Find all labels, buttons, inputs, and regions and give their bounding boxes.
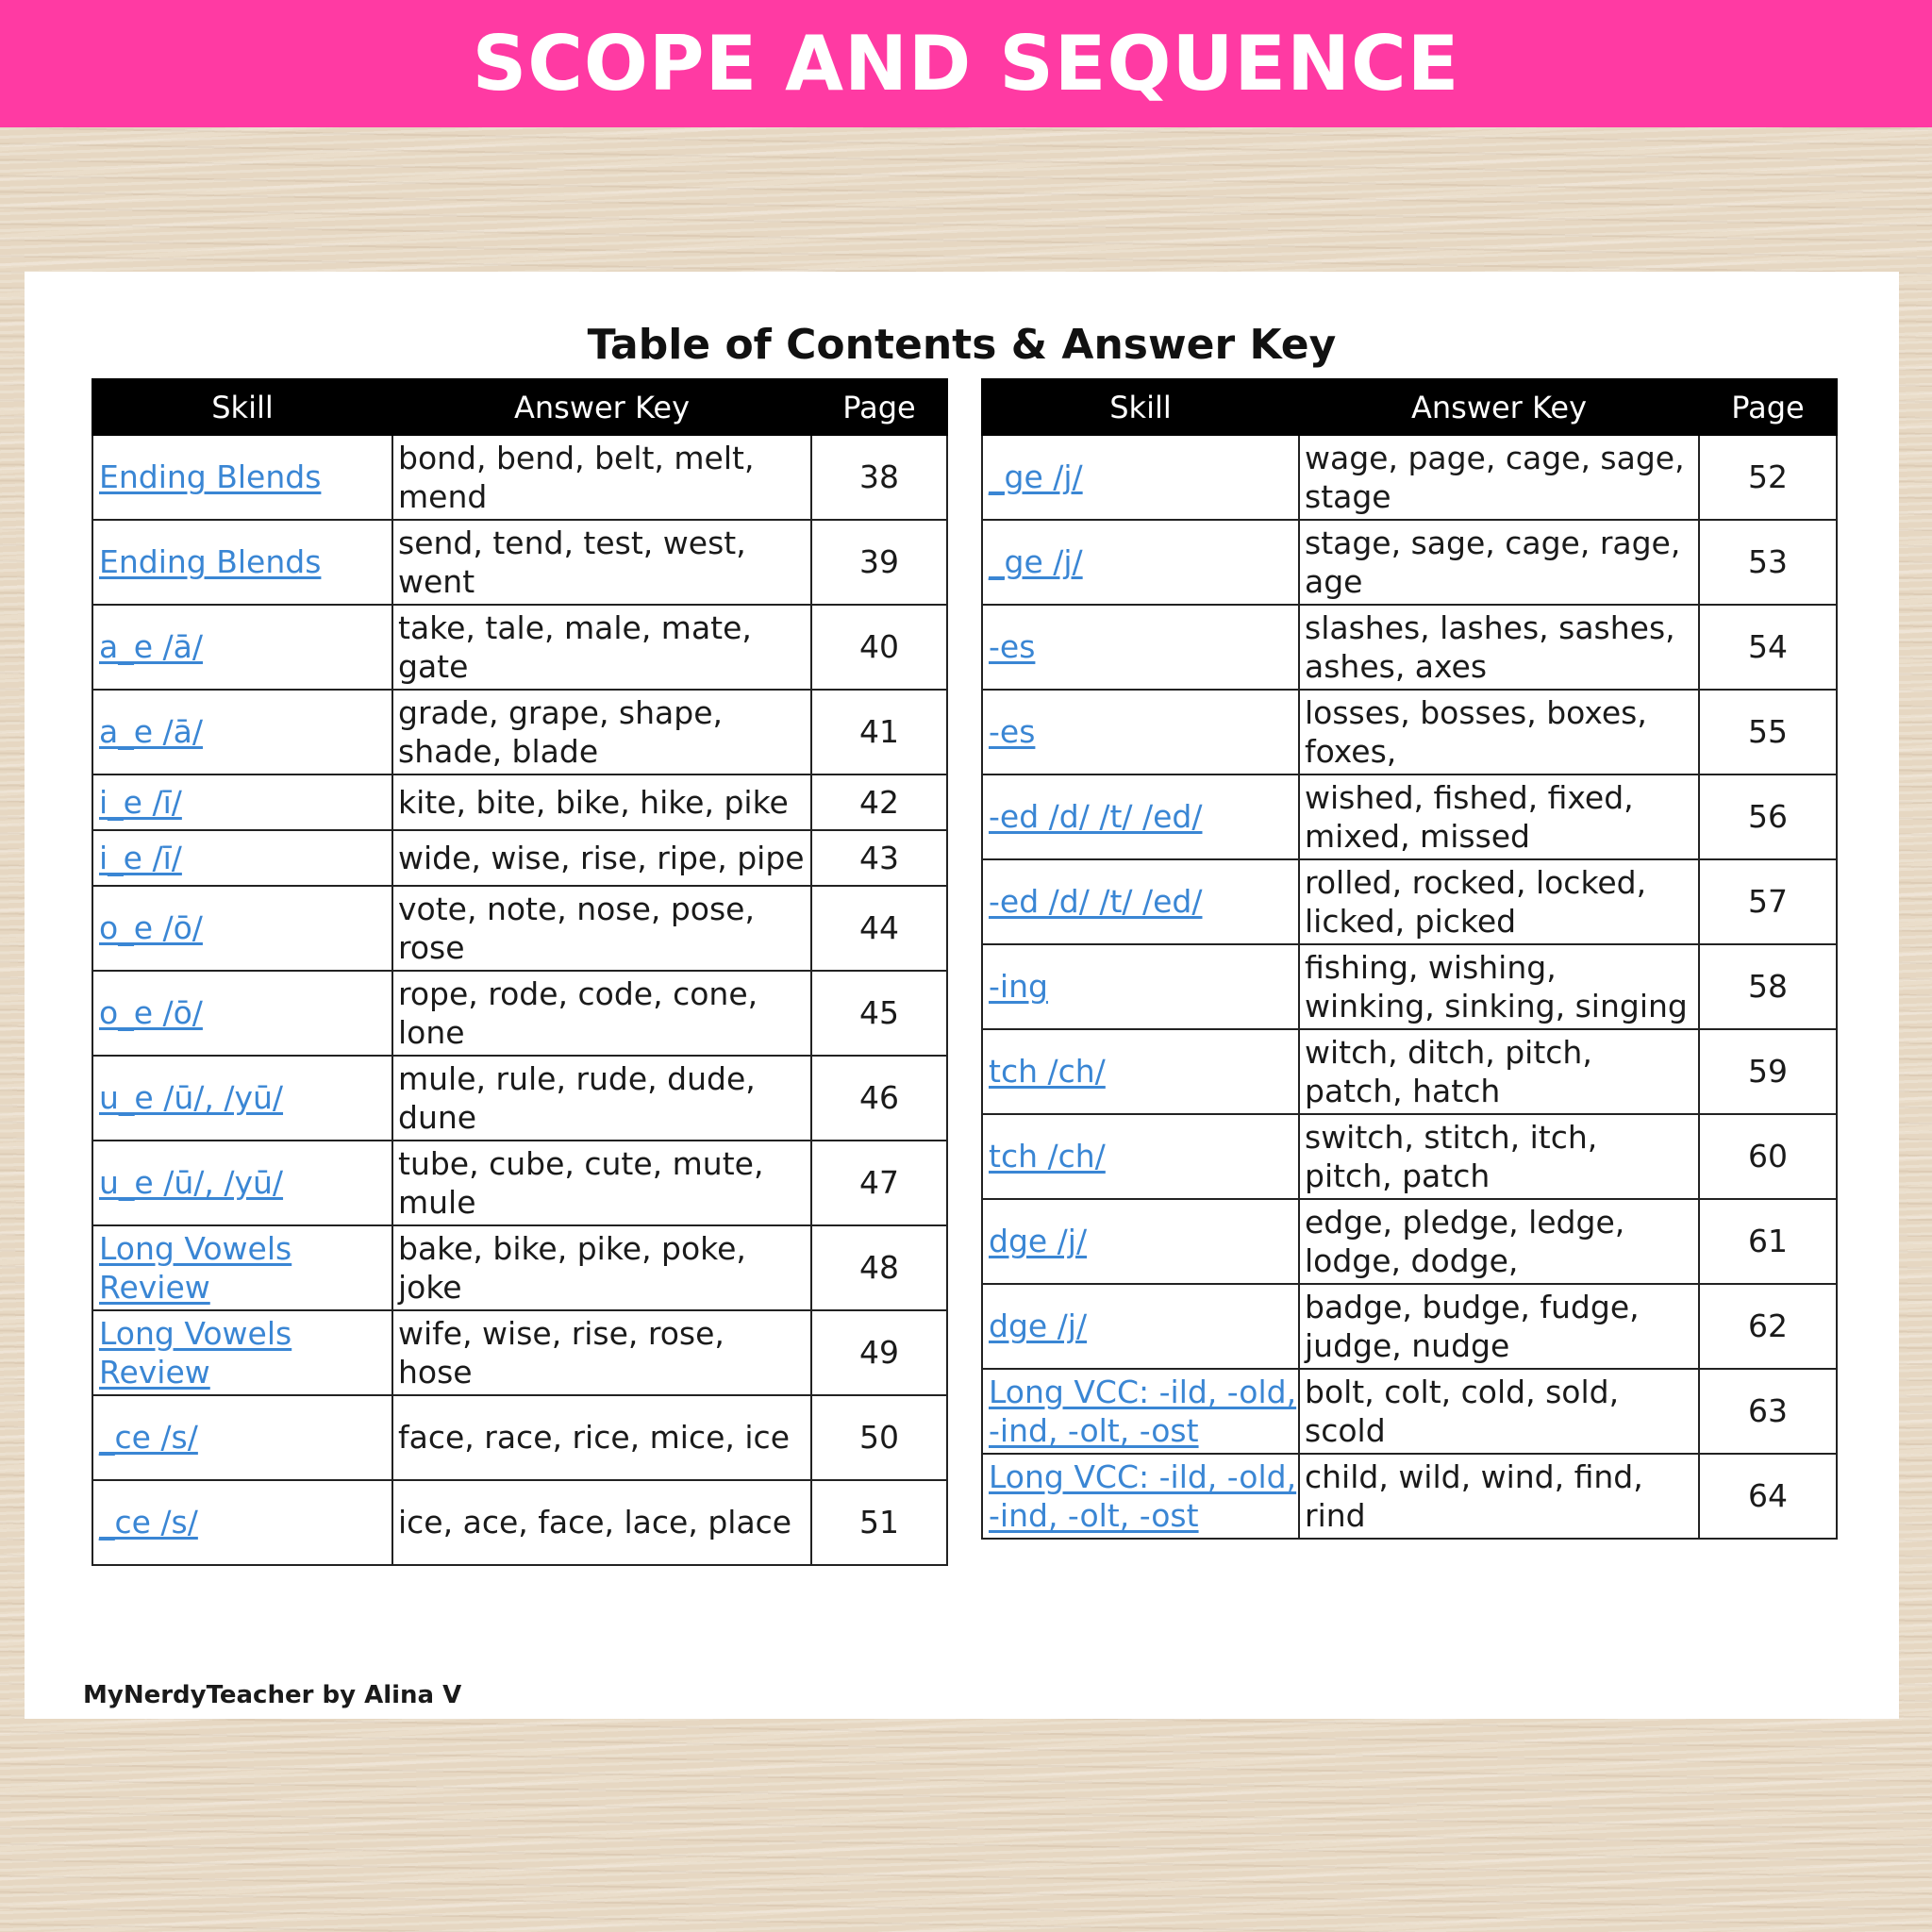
table-row [982, 1284, 1837, 1369]
skill-cell[interactable] [92, 1225, 392, 1310]
skill-cell[interactable] [92, 886, 392, 971]
answer-key-cell: mule, rule, rude, dude, dune [392, 1056, 811, 1141]
page-number-cell: 52 [1699, 435, 1837, 520]
skill-link[interactable]: Long VCC: -ild, -old, -ind, -olt, -ost [989, 1457, 1297, 1534]
page-number-cell: 44 [811, 886, 947, 971]
table-row [92, 1395, 947, 1480]
skill-link[interactable]: _ge /j/ [989, 543, 1083, 581]
skill-cell[interactable] [92, 971, 392, 1056]
column-header-page: Page [811, 379, 947, 435]
page-number-cell: 45 [811, 971, 947, 1056]
table-row [92, 1310, 947, 1395]
table-row [92, 1480, 947, 1565]
skill-link[interactable]: dge /j/ [989, 1223, 1088, 1260]
page-number-cell: 46 [811, 1056, 947, 1141]
skill-cell[interactable] [982, 690, 1299, 774]
answer-key-cell: edge, pledge, ledge, lodge, dodge, [1299, 1199, 1699, 1284]
answer-key-cell: take, tale, male, mate, gate [392, 605, 811, 690]
banner-title: SCOPE AND SEQUENCE [472, 20, 1460, 108]
table-row [92, 1056, 947, 1141]
page-number-cell: 48 [811, 1225, 947, 1310]
skill-link[interactable]: a_e /ā/ [99, 713, 203, 751]
table-row [982, 435, 1837, 520]
skill-cell[interactable] [92, 520, 392, 605]
toc-table-right [981, 378, 1838, 1540]
answer-key-cell: wide, wise, rise, ripe, pipe [392, 830, 811, 886]
table-row [92, 971, 947, 1056]
page-number-cell: 41 [811, 690, 947, 774]
skill-link[interactable]: Ending Blends [99, 543, 322, 581]
skill-link[interactable]: -es [989, 713, 1036, 751]
skill-cell[interactable] [982, 1454, 1299, 1539]
skill-link[interactable]: o_e /ō/ [99, 994, 203, 1032]
table-header-row [92, 379, 947, 435]
answer-key-cell: tube, cube, cute, mute, mule [392, 1141, 811, 1225]
table-header-row [982, 379, 1837, 435]
skill-cell[interactable] [982, 605, 1299, 690]
skill-cell[interactable] [982, 774, 1299, 859]
skill-cell[interactable] [982, 520, 1299, 605]
page-number-cell: 61 [1699, 1199, 1837, 1284]
table-row [982, 690, 1837, 774]
answer-key-cell: vote, note, nose, pose, rose [392, 886, 811, 971]
table-row [92, 886, 947, 971]
table-row [982, 1114, 1837, 1199]
answer-key-cell: ice, ace, face, lace, place [392, 1480, 811, 1565]
skill-link[interactable]: o_e /ō/ [99, 909, 203, 947]
answer-key-cell: stage, sage, cage, rage, age [1299, 520, 1699, 605]
skill-link[interactable]: -ed /d/ /t/ /ed/ [989, 883, 1203, 921]
skill-link[interactable]: i_e /ī/ [99, 783, 182, 821]
answer-key-cell: kite, bite, bike, hike, pike [392, 774, 811, 830]
page-number-cell: 57 [1699, 859, 1837, 944]
page-number-cell: 62 [1699, 1284, 1837, 1369]
skill-link[interactable]: Long Vowels Review [99, 1229, 292, 1306]
skill-cell[interactable] [982, 435, 1299, 520]
skill-cell[interactable] [92, 690, 392, 774]
page-number-cell: 54 [1699, 605, 1837, 690]
table-row [92, 690, 947, 774]
skill-link[interactable]: _ge /j/ [989, 458, 1083, 496]
answer-key-cell: child, wild, wind, find, rind [1299, 1454, 1699, 1539]
answer-key-cell: face, race, rice, mice, ice [392, 1395, 811, 1480]
skill-link[interactable]: Ending Blends [99, 458, 322, 496]
answer-key-cell: bake, bike, pike, poke, joke [392, 1225, 811, 1310]
column-header-answer-key: Answer Key [392, 379, 811, 435]
skill-cell[interactable] [982, 859, 1299, 944]
skill-link[interactable]: a_e /ā/ [99, 628, 203, 666]
page-number-cell: 64 [1699, 1454, 1837, 1539]
page-number-cell: 49 [811, 1310, 947, 1395]
page-number-cell: 59 [1699, 1029, 1837, 1114]
page-number-cell: 50 [811, 1395, 947, 1480]
table-row [92, 435, 947, 520]
answer-key-cell: witch, ditch, pitch, patch, hatch [1299, 1029, 1699, 1114]
answer-key-cell: grade, grape, shape, shade, blade [392, 690, 811, 774]
footer-credit: MyNerdyTeacher by Alina V [83, 1681, 462, 1709]
column-header-answer-key: Answer Key [1299, 379, 1699, 435]
skill-cell[interactable] [92, 1310, 392, 1395]
skill-link[interactable]: -ing [989, 968, 1048, 1006]
answer-key-cell: wished, fished, fixed, mixed, missed [1299, 774, 1699, 859]
skill-cell[interactable] [92, 774, 392, 830]
skill-link[interactable]: -es [989, 628, 1036, 666]
skill-cell[interactable] [982, 1199, 1299, 1284]
table-row [92, 830, 947, 886]
column-header-page: Page [1699, 379, 1837, 435]
skill-cell[interactable] [982, 1114, 1299, 1199]
answer-key-cell: switch, stitch, itch, pitch, patch [1299, 1114, 1699, 1199]
page-number-cell: 43 [811, 830, 947, 886]
skill-cell[interactable] [982, 1284, 1299, 1369]
table-row [982, 605, 1837, 690]
page-number-cell: 38 [811, 435, 947, 520]
table-row [92, 774, 947, 830]
answer-key-cell: badge, budge, fudge, judge, nudge [1299, 1284, 1699, 1369]
page-number-cell: 60 [1699, 1114, 1837, 1199]
page-number-cell: 40 [811, 605, 947, 690]
skill-cell[interactable] [92, 1141, 392, 1225]
page-number-cell: 55 [1699, 690, 1837, 774]
answer-key-cell: slashes, lashes, sashes, ashes, axes [1299, 605, 1699, 690]
table-row [982, 1369, 1837, 1454]
answer-key-cell: wage, page, cage, sage, stage [1299, 435, 1699, 520]
table-row [982, 774, 1837, 859]
table-row [92, 520, 947, 605]
skill-cell[interactable] [982, 944, 1299, 1029]
skill-link[interactable]: dge /j/ [989, 1307, 1088, 1345]
skill-link[interactable]: tch /ch/ [989, 1138, 1106, 1175]
skill-link[interactable]: u_e /ū/, /yū/ [99, 1079, 284, 1117]
skill-cell[interactable] [982, 1029, 1299, 1114]
column-header-skill: Skill [92, 379, 392, 435]
table-row [982, 520, 1837, 605]
page-number-cell: 47 [811, 1141, 947, 1225]
answer-key-cell: losses, bosses, boxes, foxes, [1299, 690, 1699, 774]
answer-key-cell: fishing, wishing, winking, sinking, singing [1299, 944, 1699, 1029]
skill-cell[interactable] [92, 605, 392, 690]
answer-key-cell: rolled, rocked, locked, licked, picked [1299, 859, 1699, 944]
page-number-cell: 58 [1699, 944, 1837, 1029]
answer-key-cell: send, tend, test, west, went [392, 520, 811, 605]
table-row [982, 944, 1837, 1029]
table-row [982, 1029, 1837, 1114]
table-row [982, 859, 1837, 944]
table-row [92, 1225, 947, 1310]
answer-key-cell: bond, bend, belt, melt, mend [392, 435, 811, 520]
page-number-cell: 39 [811, 520, 947, 605]
skill-link[interactable]: -ed /d/ /t/ /ed/ [989, 798, 1203, 836]
page-number-cell: 51 [811, 1480, 947, 1565]
skill-cell[interactable] [92, 830, 392, 886]
page-number-cell: 53 [1699, 520, 1837, 605]
skill-cell[interactable] [92, 435, 392, 520]
skill-link[interactable]: Long VCC: -ild, -old, -ind, -olt, -ost [989, 1373, 1297, 1449]
page-number-cell: 42 [811, 774, 947, 830]
skill-link[interactable]: _ce /s/ [99, 1419, 198, 1457]
document-sheet [25, 272, 1899, 1719]
table-row [982, 1199, 1837, 1284]
skill-cell[interactable] [92, 1056, 392, 1141]
skill-cell[interactable] [982, 1369, 1299, 1454]
table-row [982, 1454, 1837, 1539]
skill-cell[interactable] [92, 1480, 392, 1565]
skill-link[interactable]: i_e /ī/ [99, 839, 182, 876]
skill-link[interactable]: u_e /ū/, /yū/ [99, 1164, 284, 1202]
document-title: Table of Contents & Answer Key [587, 321, 1337, 369]
answer-key-cell: wife, wise, rise, rose, hose [392, 1310, 811, 1395]
skill-cell[interactable] [92, 1395, 392, 1480]
page-number-cell: 56 [1699, 774, 1837, 859]
banner [0, 0, 1932, 127]
skill-link[interactable]: tch /ch/ [989, 1053, 1106, 1091]
skill-link[interactable]: Long Vowels Review [99, 1314, 292, 1391]
skill-link[interactable]: _ce /s/ [99, 1504, 198, 1541]
table-row [92, 605, 947, 690]
table-row [92, 1141, 947, 1225]
answer-key-cell: bolt, colt, cold, sold, scold [1299, 1369, 1699, 1454]
toc-table-left [92, 378, 948, 1566]
answer-key-cell: rope, rode, code, cone, lone [392, 971, 811, 1056]
page-number-cell: 63 [1699, 1369, 1837, 1454]
column-header-skill: Skill [982, 379, 1299, 435]
